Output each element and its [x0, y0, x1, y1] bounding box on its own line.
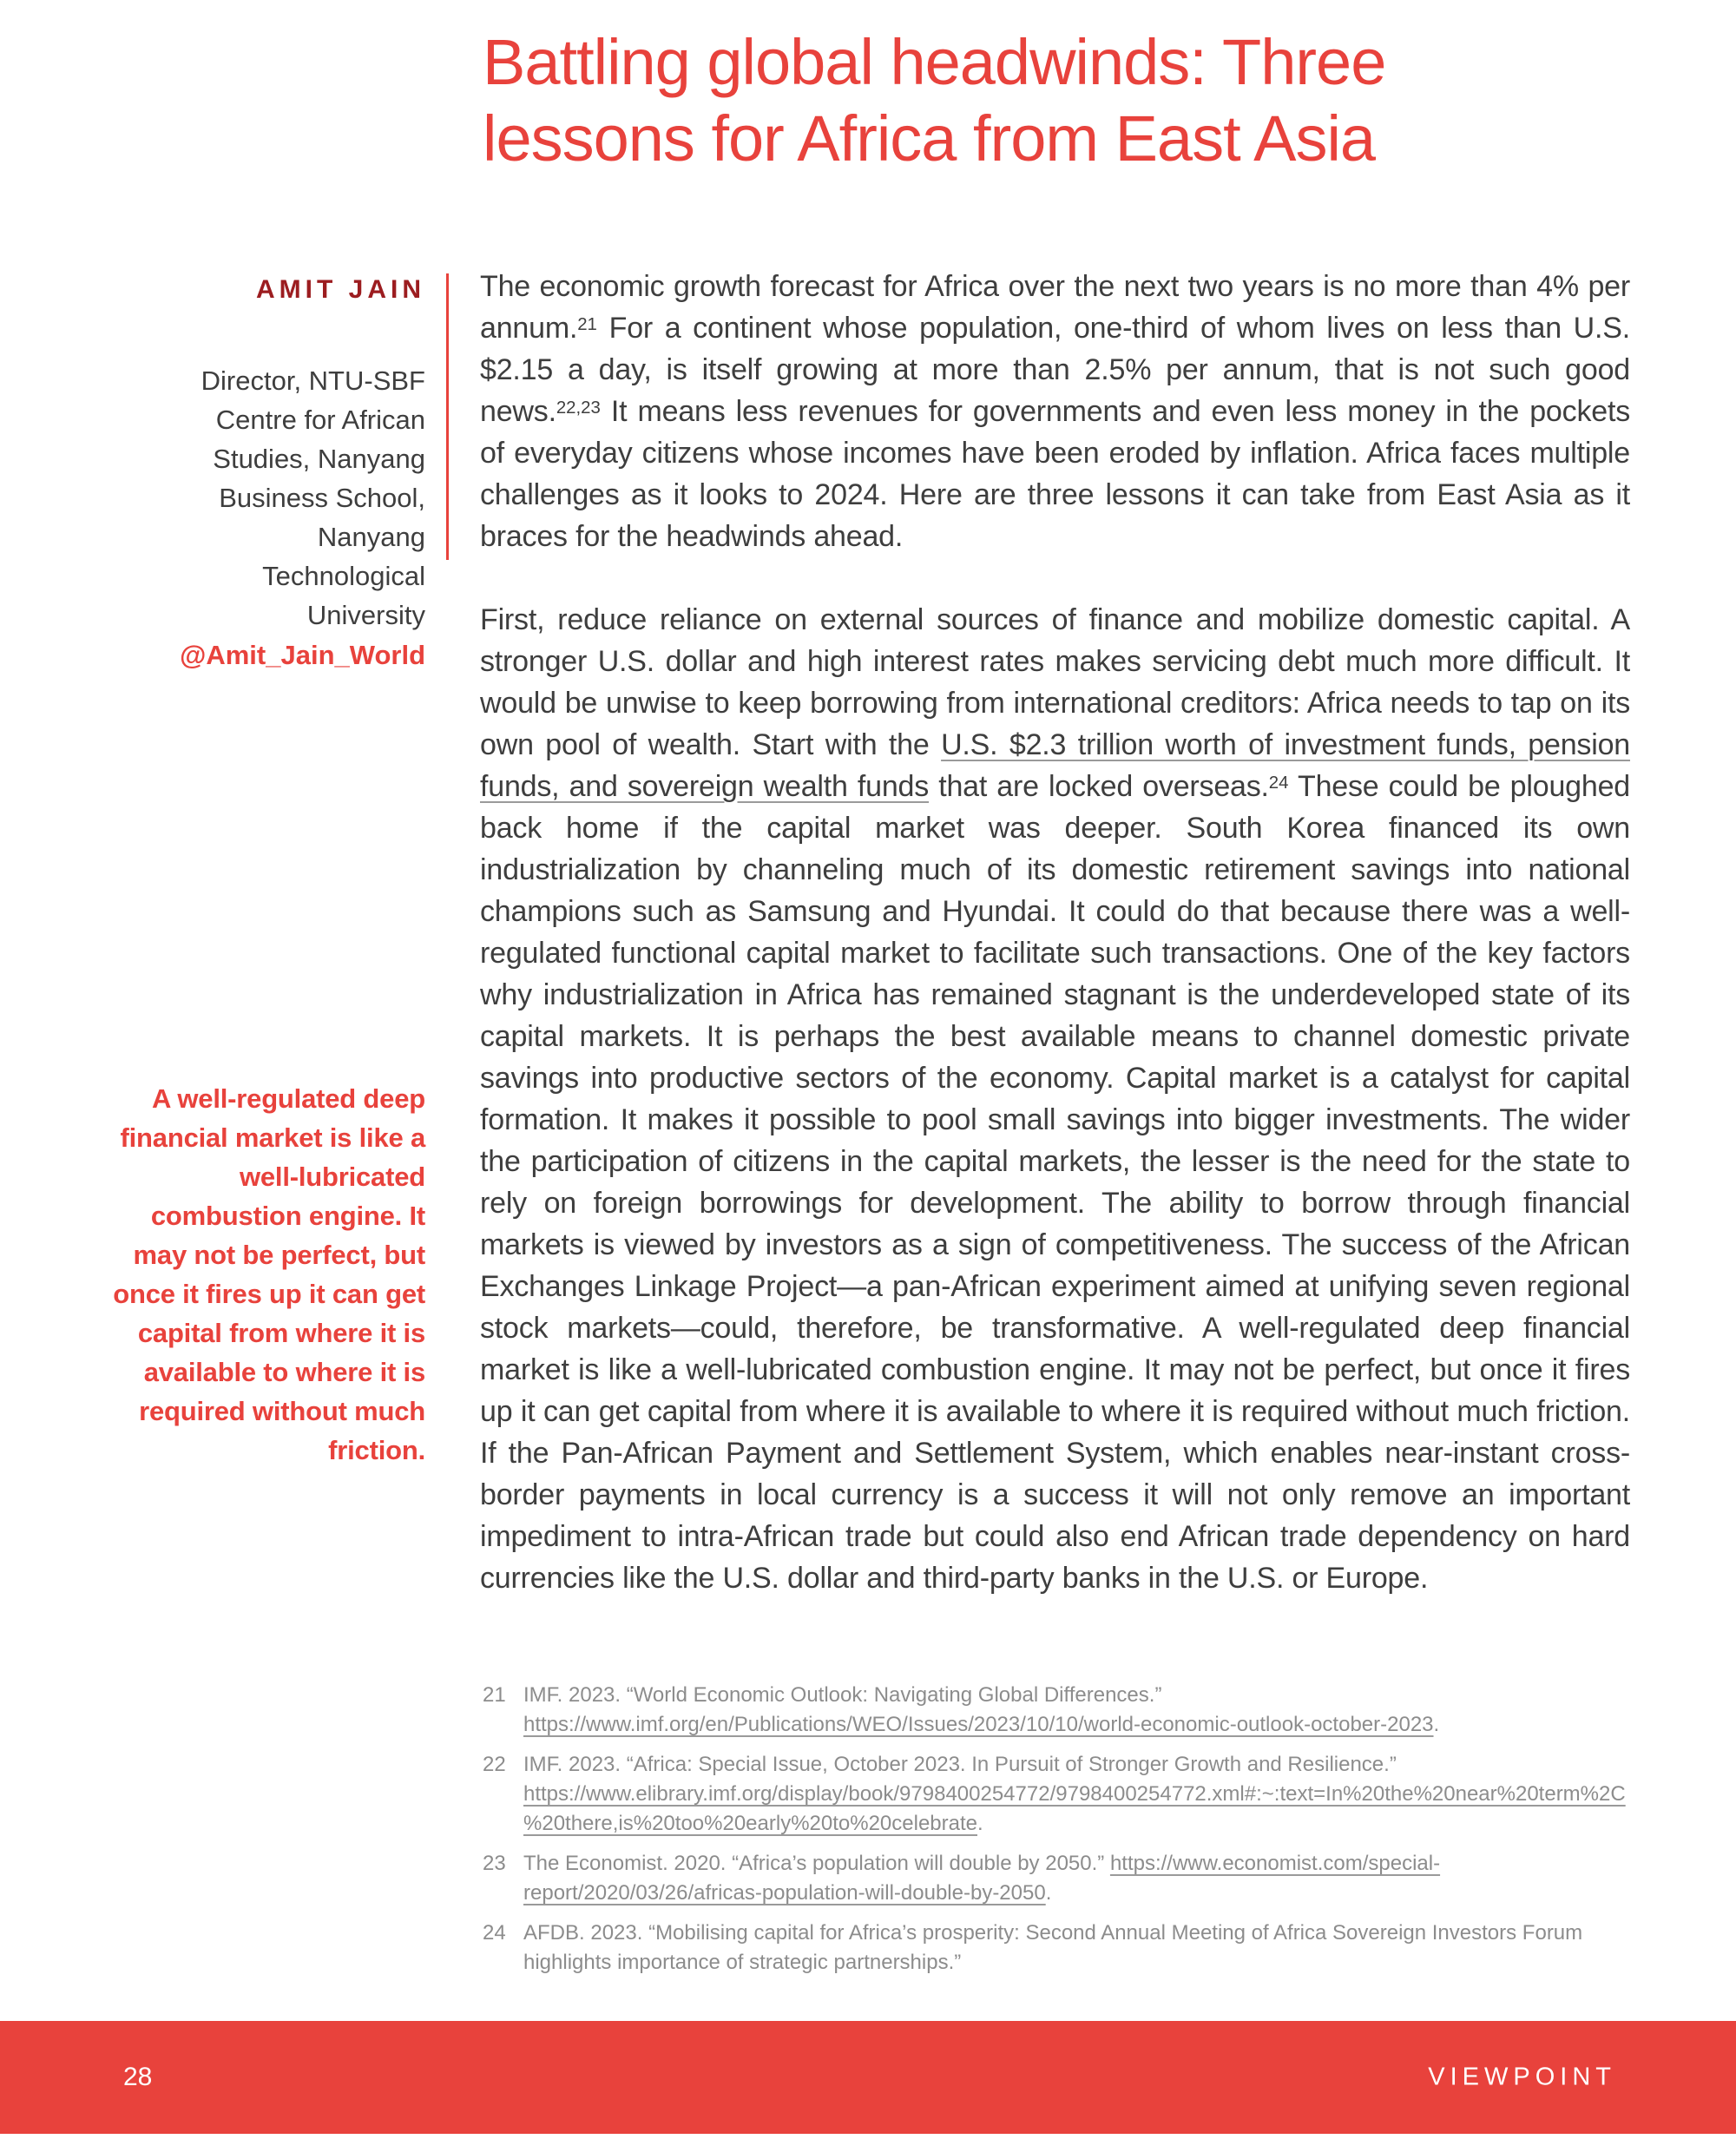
section-label: VIEWPOINT	[1428, 2063, 1616, 2091]
page-title	[483, 24, 1385, 177]
footnote-text	[523, 1681, 1637, 1740]
footnote-number: 23	[483, 1852, 506, 1875]
body-paragraph	[480, 266, 1630, 557]
footnote-text	[523, 1919, 1637, 1978]
link[interactable]: https://www.elibrary.imf.org/display/book/9798400254772/9798400254772.xml#:~:text=In%20the%20near%20term%2C%20there,is%20too%20early%20to%20celebrate	[523, 1782, 1626, 1835]
text-run: that are locked overseas.	[929, 770, 1269, 803]
text-run: .	[1433, 1713, 1440, 1736]
footnote-number: 21	[483, 1683, 506, 1707]
page-number: 28	[123, 2063, 153, 2091]
author-affiliation: Director, NTU-SBF Centre for African Studies, Nanyang Business School, Nanyang Technological University	[201, 365, 425, 630]
footnote-marker: 21	[577, 314, 597, 334]
text-run: These could be ploughed back home if the capital market was deeper. South Korea financed its own industrialization by channeling much of its domestic retirement savings into national champions such as Samsung and Hyundai. It could do that because there was a well-regulated functional capital market to facilitate such transactions. One of the key factors why industrialization in Africa has remained stagnant is the underdeveloped state of its capital markets. It is perhaps the best available means to channel domestic private savings into productive sectors of the economy. Capital market is a catalyst for capital formation. It makes it possible to pool small savings into bigger investments. The wider the participation of citizens in the capital markets, the lesser is the need for the state to rely on foreign borrowings for development. The ability to borrow through financial markets is viewed by investors as a sign of competitiveness. The success of the African Exchanges Linkage Project—a pan-African experiment aimed at unifying seven regional stock markets—could, therefore, be transformative. A well-regulated deep financial market is like a well-lubricated combustion engine. It may not be perfect, but once it fires up it can get capital from where it is available to where it is required without much friction. If the Pan-African Payment and Settlement System, which enables near-instant cross-border payments in local currency is a success it will not only remove an important impediment to intra-African trade but could also end African trade dependency on hard currencies like the U.S. dollar and third-party banks in the U.S. or Europe.	[480, 770, 1630, 1595]
link[interactable]: https://www.imf.org/en/Publications/WEO/Issues/2023/10/10/world-economic-outlook-october-2023	[523, 1713, 1434, 1736]
footnote-text	[523, 1849, 1637, 1908]
footnote-item	[483, 1750, 1637, 1839]
footnote-item	[483, 1849, 1637, 1908]
link[interactable]: U.S. $2.3 trillion worth of investment funds, pension funds, and sovereign wealth funds	[480, 728, 1631, 803]
footnote-marker: 22,23	[556, 398, 601, 418]
text-run: AFDB. 2023. “Mobilising capital for Africa’s prosperity: Second Annual Meeting of Africa Sovereign Investors Forum highlights importance of strategic partnerships.”	[523, 1921, 1583, 1974]
footnote-number: 22	[483, 1753, 506, 1776]
author-block	[104, 271, 425, 671]
text-run: .	[1045, 1881, 1052, 1905]
page-title-line-2: lessons for Africa from East Asia	[483, 102, 1376, 174]
article-body	[480, 266, 1630, 1641]
footnote-item	[483, 1681, 1637, 1740]
footnote-marker: 24	[1268, 773, 1289, 793]
sidebar-divider-rule	[446, 273, 449, 560]
pull-quote: A well-regulated deep financial market is like a well-lubricated combustion engine. It may not be perfect, but once it fires up it can get capital from where it is available to where it is required without much friction.	[113, 1083, 425, 1465]
text-run: It means less revenues for governments and even less money in the pockets of everyday citizens whose incomes have been eroded by inflation. Africa faces multiple challenges as it looks to 2024. Here are three lessons it can take from East Asia as it braces for the headwinds ahead.	[480, 395, 1630, 553]
footnotes-section	[483, 1681, 1637, 1988]
text-run: For a continent whose population, one-third of whom lives on less than U.S. $2.15 a day, is itself growing at more than 2.5% per annum, that is not such good news.	[480, 312, 1630, 428]
text-run: .	[977, 1812, 983, 1835]
body-paragraph	[480, 599, 1630, 1599]
footnote-text	[523, 1750, 1637, 1839]
footnote-item	[483, 1919, 1637, 1978]
text-run: First, reduce reliance on external sources of finance and mobilize domestic capital. A stronger U.S. dollar and high interest rates makes servicing debt much more difficult. It would be unwise to keep borrowing from international creditors: Africa needs to tap on its own pool of wealth. Start with the	[480, 603, 1630, 761]
author-name: AMIT JAIN	[256, 275, 425, 304]
page-title-line-1: Battling global headwinds: Three	[483, 26, 1386, 98]
text-run: IMF. 2023. “Africa: Special Issue, October 2023. In Pursuit of Stronger Growth and Resilience.”	[523, 1753, 1397, 1776]
author-twitter-handle-link[interactable]: @Amit_Jain_World	[180, 640, 425, 670]
text-run: IMF. 2023. “World Economic Outlook: Navigating Global Differences.”	[523, 1683, 1162, 1707]
footer-bar	[0, 2021, 1736, 2134]
text-run: The Economist. 2020. “Africa’s population will double by 2050.”	[523, 1852, 1110, 1875]
text-run: The economic growth forecast for Africa over the next two years is no more than 4% per annum.	[480, 270, 1630, 345]
footnote-number: 24	[483, 1921, 506, 1945]
link[interactable]: https://www.economist.com/special-report/2020/03/26/africas-population-will-double-by-2050	[523, 1852, 1441, 1905]
